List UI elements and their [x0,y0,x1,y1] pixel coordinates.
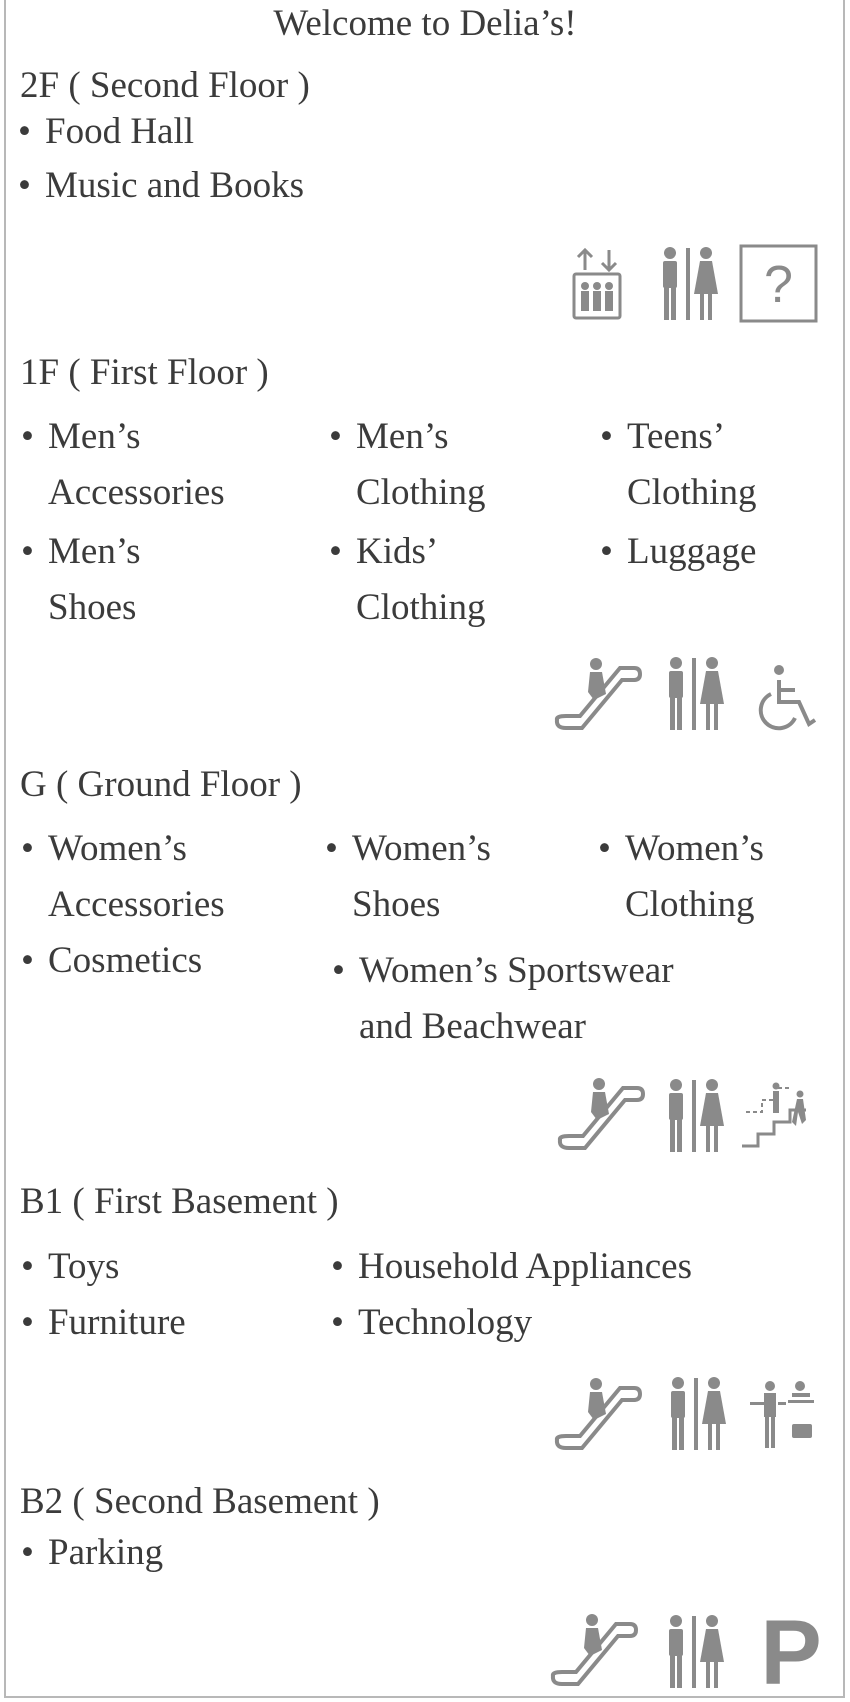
elevator-icon [571,246,623,322]
restroom-icon [654,246,722,322]
list-item: • Men’s Accessories [21,416,225,513]
service-counter-icon [748,1378,816,1450]
list-item: • Furniture [21,1302,186,1343]
parking-icon [758,1608,824,1692]
escalator-icon [552,1376,642,1452]
list-item: • Food Hall [18,111,195,152]
list-item: • Teens’ Clothing [600,416,757,513]
escalator-icon [552,656,642,732]
restroom-icon [660,1078,728,1154]
floor-heading-1f: 1F ( First Floor ) [20,352,269,393]
list-item: • Women’s Accessories [21,828,225,925]
floor-heading-b2: B2 ( Second Basement ) [20,1481,380,1522]
floor-heading-b1: B1 ( First Basement ) [20,1181,339,1222]
information-symbol: ? [764,256,793,314]
floor-heading-2f: 2F ( Second Floor ) [20,65,310,106]
escalator-icon [548,1612,638,1688]
escalator-icon [555,1076,645,1152]
list-item: • Technology [331,1302,533,1343]
restroom-icon [660,1614,728,1690]
floor-heading-g: G ( Ground Floor ) [20,764,302,805]
list-item: • Cosmetics [21,940,203,981]
list-item: • Women’s Shoes [325,828,491,925]
list-item: • Household Appliances [331,1246,692,1287]
list-item: • Music and Books [18,165,304,206]
restroom-icon [662,1376,730,1452]
list-item: • Luggage [600,531,757,572]
stairs-icon [740,1082,820,1150]
list-item: • Toys [21,1246,120,1287]
wheelchair-icon [753,662,817,732]
list-item: • Men’s Clothing [329,416,486,513]
list-item: • Parking [21,1532,164,1573]
page-title: Welcome to Delia’s! [273,3,577,44]
parking-symbol: P [760,1608,822,1692]
list-item: • Men’s Shoes [21,531,141,628]
information-icon [739,244,818,323]
list-item: • Women’s Clothing [598,828,764,925]
list-item: • Kids’ Clothing [329,531,486,628]
list-item: • Women’s Sportswear and Beachwear [332,950,674,1047]
restroom-icon [660,656,728,732]
